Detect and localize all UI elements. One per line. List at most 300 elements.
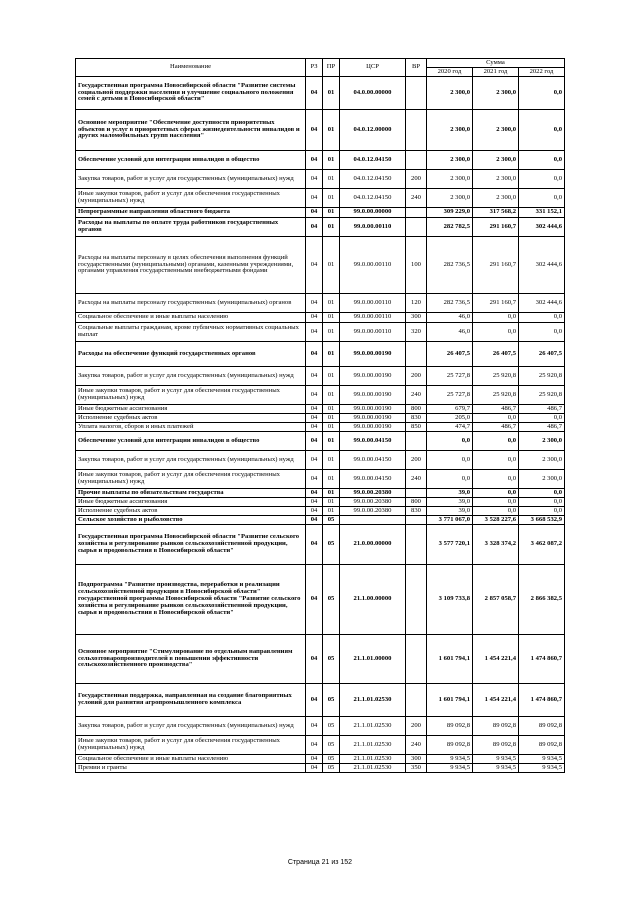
cell-csr: 21.1.01.02530 bbox=[340, 736, 406, 755]
cell-pr: 01 bbox=[323, 405, 340, 414]
cell-rz: 04 bbox=[306, 367, 323, 386]
cell-pr: 01 bbox=[323, 170, 340, 189]
cell-y1: 26 407,5 bbox=[427, 342, 473, 367]
table-row bbox=[76, 423, 565, 432]
cell-name: Закупка товаров, работ и услуг для государственных (муниципальных) нужд bbox=[76, 451, 306, 470]
cell-y1: 1 601 794,1 bbox=[427, 684, 473, 717]
table-row bbox=[76, 470, 565, 489]
cell-y2: 0,0 bbox=[473, 414, 519, 423]
cell-csr: 99.0.00.20380 bbox=[340, 507, 406, 516]
cell-y2: 2 857 058,7 bbox=[473, 565, 519, 635]
cell-y1: 309 229,0 bbox=[427, 208, 473, 218]
cell-pr: 01 bbox=[323, 313, 340, 323]
cell-y3: 9 934,5 bbox=[519, 755, 565, 764]
cell-csr: 99.0.00.00190 bbox=[340, 423, 406, 432]
cell-vr bbox=[406, 110, 427, 151]
cell-vr: 300 bbox=[406, 313, 427, 323]
cell-y1: 205,0 bbox=[427, 414, 473, 423]
cell-y1: 39,0 bbox=[427, 498, 473, 507]
cell-name: Расходы на выплаты по оплате труда работников государственных органов bbox=[76, 218, 306, 237]
cell-y1: 46,0 bbox=[427, 313, 473, 323]
cell-y3: 89 092,8 bbox=[519, 736, 565, 755]
cell-rz: 04 bbox=[306, 507, 323, 516]
cell-csr: 99.0.00.00110 bbox=[340, 323, 406, 342]
cell-pr: 05 bbox=[323, 755, 340, 764]
cell-y3: 0,0 bbox=[519, 170, 565, 189]
cell-y1: 2 300,0 bbox=[427, 77, 473, 110]
cell-pr: 01 bbox=[323, 470, 340, 489]
cell-vr: 240 bbox=[406, 386, 427, 405]
cell-y3: 486,7 bbox=[519, 423, 565, 432]
cell-pr: 01 bbox=[323, 189, 340, 208]
cell-y2: 486,7 bbox=[473, 423, 519, 432]
cell-name: Государственная программа Новосибирской области "Развитие системы социальной поддержки населения и улучшение социального положения семей с детьми в Новосибирской области" bbox=[76, 77, 306, 110]
cell-name: Социальное обеспечение и иные выплаты населению bbox=[76, 313, 306, 323]
cell-y1: 3 771 067,0 bbox=[427, 516, 473, 525]
table-row bbox=[76, 367, 565, 386]
cell-y3: 0,0 bbox=[519, 414, 565, 423]
cell-y2: 89 092,8 bbox=[473, 736, 519, 755]
cell-csr: 04.0.12.04150 bbox=[340, 189, 406, 208]
cell-rz: 04 bbox=[306, 764, 323, 773]
cell-csr: 21.1.01.00000 bbox=[340, 635, 406, 684]
cell-csr: 99.0.00.20380 bbox=[340, 489, 406, 498]
table-row bbox=[76, 313, 565, 323]
cell-vr: 800 bbox=[406, 405, 427, 414]
cell-rz: 04 bbox=[306, 294, 323, 313]
cell-rz: 04 bbox=[306, 151, 323, 170]
cell-name: Прочие выплаты по обязательствам государства bbox=[76, 489, 306, 498]
cell-y1: 2 300,0 bbox=[427, 110, 473, 151]
cell-y1: 474,7 bbox=[427, 423, 473, 432]
cell-y3: 2 300,0 bbox=[519, 432, 565, 451]
cell-y3: 302 444,6 bbox=[519, 218, 565, 237]
cell-y3: 0,0 bbox=[519, 189, 565, 208]
cell-csr bbox=[340, 516, 406, 525]
cell-rz: 04 bbox=[306, 170, 323, 189]
cell-y2: 9 934,5 bbox=[473, 764, 519, 773]
table-row bbox=[76, 237, 565, 294]
cell-y2: 0,0 bbox=[473, 498, 519, 507]
cell-y2: 25 920,8 bbox=[473, 386, 519, 405]
cell-csr: 21.1.01.02530 bbox=[340, 717, 406, 736]
cell-rz: 04 bbox=[306, 189, 323, 208]
cell-pr: 01 bbox=[323, 507, 340, 516]
cell-rz: 04 bbox=[306, 423, 323, 432]
cell-y3: 3 462 087,2 bbox=[519, 525, 565, 565]
cell-y3: 486,7 bbox=[519, 405, 565, 414]
cell-y2: 2 300,0 bbox=[473, 189, 519, 208]
cell-name: Закупка товаров, работ и услуг для государственных (муниципальных) нужд bbox=[76, 170, 306, 189]
cell-rz: 04 bbox=[306, 717, 323, 736]
cell-vr: 830 bbox=[406, 414, 427, 423]
cell-rz: 04 bbox=[306, 565, 323, 635]
cell-y1: 25 727,8 bbox=[427, 386, 473, 405]
cell-rz: 04 bbox=[306, 313, 323, 323]
cell-y3: 2 300,0 bbox=[519, 470, 565, 489]
cell-vr: 830 bbox=[406, 507, 427, 516]
cell-pr: 01 bbox=[323, 77, 340, 110]
cell-pr: 05 bbox=[323, 717, 340, 736]
cell-y3: 302 444,6 bbox=[519, 294, 565, 313]
cell-csr: 99.0.00.00110 bbox=[340, 218, 406, 237]
cell-pr: 01 bbox=[323, 489, 340, 498]
table-row bbox=[76, 189, 565, 208]
cell-pr: 05 bbox=[323, 565, 340, 635]
cell-rz: 04 bbox=[306, 635, 323, 684]
cell-y2: 291 160,7 bbox=[473, 237, 519, 294]
cell-name: Расходы на выплаты персоналу государственных (муниципальных) органов bbox=[76, 294, 306, 313]
cell-csr: 99.0.00.04150 bbox=[340, 451, 406, 470]
cell-y3: 0,0 bbox=[519, 498, 565, 507]
cell-name: Социальное обеспечение и иные выплаты населению bbox=[76, 755, 306, 764]
cell-pr: 05 bbox=[323, 525, 340, 565]
cell-y1: 89 092,8 bbox=[427, 736, 473, 755]
cell-y3: 3 668 532,9 bbox=[519, 516, 565, 525]
cell-y1: 2 300,0 bbox=[427, 151, 473, 170]
table-row bbox=[76, 414, 565, 423]
cell-y3: 0,0 bbox=[519, 77, 565, 110]
table-row bbox=[76, 755, 565, 764]
cell-vr bbox=[406, 516, 427, 525]
cell-csr: 99.0.00.00190 bbox=[340, 414, 406, 423]
cell-vr bbox=[406, 489, 427, 498]
cell-name: Обеспечение условий для интеграции инвалидов в общество bbox=[76, 432, 306, 451]
cell-vr bbox=[406, 635, 427, 684]
cell-y2: 2 300,0 bbox=[473, 151, 519, 170]
cell-rz: 04 bbox=[306, 736, 323, 755]
cell-name: Основное мероприятие "Обеспечение доступности приоритетных объектов и услуг в приоритетных сферах жизнедеятельности инвалидов и других маломобильных групп населения" bbox=[76, 110, 306, 151]
cell-y2: 3 528 227,6 bbox=[473, 516, 519, 525]
cell-rz: 04 bbox=[306, 77, 323, 110]
table-row bbox=[76, 736, 565, 755]
budget-table bbox=[75, 58, 565, 773]
table-row bbox=[76, 323, 565, 342]
cell-csr: 21.1.00.00000 bbox=[340, 565, 406, 635]
table-row bbox=[76, 565, 565, 635]
cell-name: Исполнение судебных актов bbox=[76, 414, 306, 423]
cell-y2: 291 160,7 bbox=[473, 294, 519, 313]
cell-vr bbox=[406, 151, 427, 170]
cell-name: Иные закупки товаров, работ и услуг для обеспечения государственных (муниципальных) нужд bbox=[76, 189, 306, 208]
cell-y2: 1 454 221,4 bbox=[473, 684, 519, 717]
cell-rz: 04 bbox=[306, 516, 323, 525]
cell-y2: 89 092,8 bbox=[473, 717, 519, 736]
table-row bbox=[76, 294, 565, 313]
table-row bbox=[76, 432, 565, 451]
cell-vr: 100 bbox=[406, 237, 427, 294]
cell-pr: 01 bbox=[323, 423, 340, 432]
cell-csr: 04.0.12.04150 bbox=[340, 151, 406, 170]
cell-vr bbox=[406, 218, 427, 237]
cell-csr: 21.1.01.02530 bbox=[340, 755, 406, 764]
cell-name: Иные закупки товаров, работ и услуг для обеспечения государственных (муниципальных) нужд bbox=[76, 470, 306, 489]
cell-vr bbox=[406, 565, 427, 635]
cell-y1: 679,7 bbox=[427, 405, 473, 414]
table-row bbox=[76, 525, 565, 565]
cell-csr: 99.0.00.00190 bbox=[340, 405, 406, 414]
header-rz: РЗ bbox=[306, 59, 323, 77]
table-row bbox=[76, 684, 565, 717]
cell-pr: 01 bbox=[323, 498, 340, 507]
page-number: Страница 21 из 152 bbox=[287, 859, 353, 866]
cell-rz: 04 bbox=[306, 432, 323, 451]
cell-vr bbox=[406, 525, 427, 565]
cell-y1: 282 736,5 bbox=[427, 294, 473, 313]
cell-rz: 04 bbox=[306, 218, 323, 237]
header-pr: ПР bbox=[323, 59, 340, 77]
cell-name: Иные бюджетные ассигнования bbox=[76, 498, 306, 507]
cell-name: Непрограммные направления областного бюджета bbox=[76, 208, 306, 218]
cell-name: Исполнение судебных актов bbox=[76, 507, 306, 516]
table-row bbox=[76, 498, 565, 507]
cell-name: Государственная программа Новосибирской области "Развитие сельского хозяйства и регулирование рынков сельскохозяйственной продукции, сырья и продовольствия в Новосибирской области" bbox=[76, 525, 306, 565]
cell-vr: 200 bbox=[406, 170, 427, 189]
cell-vr: 350 bbox=[406, 764, 427, 773]
cell-rz: 04 bbox=[306, 755, 323, 764]
cell-y3: 0,0 bbox=[519, 313, 565, 323]
cell-vr bbox=[406, 208, 427, 218]
cell-y2: 0,0 bbox=[473, 451, 519, 470]
cell-y1: 0,0 bbox=[427, 470, 473, 489]
cell-pr: 01 bbox=[323, 414, 340, 423]
header-year-2020: 2020 год bbox=[427, 68, 473, 77]
cell-pr: 01 bbox=[323, 323, 340, 342]
cell-name: Иные закупки товаров, работ и услуг для обеспечения государственных (муниципальных) нужд bbox=[76, 386, 306, 405]
cell-y1: 3 109 733,8 bbox=[427, 565, 473, 635]
cell-y1: 0,0 bbox=[427, 451, 473, 470]
cell-name: Закупка товаров, работ и услуг для государственных (муниципальных) нужд bbox=[76, 717, 306, 736]
cell-y1: 9 934,5 bbox=[427, 755, 473, 764]
cell-vr: 200 bbox=[406, 367, 427, 386]
cell-y2: 2 300,0 bbox=[473, 170, 519, 189]
cell-y2: 0,0 bbox=[473, 432, 519, 451]
cell-rz: 04 bbox=[306, 386, 323, 405]
cell-vr bbox=[406, 77, 427, 110]
table-header bbox=[76, 59, 565, 77]
table-row bbox=[76, 635, 565, 684]
cell-csr: 99.0.00.00190 bbox=[340, 386, 406, 405]
cell-pr: 01 bbox=[323, 432, 340, 451]
cell-name: Иные закупки товаров, работ и услуг для обеспечения государственных (муниципальных) нужд bbox=[76, 736, 306, 755]
cell-rz: 04 bbox=[306, 489, 323, 498]
cell-name: Премии и гранты bbox=[76, 764, 306, 773]
cell-csr: 04.0.12.00000 bbox=[340, 110, 406, 151]
cell-rz: 04 bbox=[306, 451, 323, 470]
cell-rz: 04 bbox=[306, 498, 323, 507]
header-sum: Сумма bbox=[427, 59, 565, 68]
cell-y3: 26 407,5 bbox=[519, 342, 565, 367]
table-row bbox=[76, 110, 565, 151]
cell-rz: 04 bbox=[306, 525, 323, 565]
cell-pr: 01 bbox=[323, 237, 340, 294]
cell-vr bbox=[406, 432, 427, 451]
cell-y1: 282 782,5 bbox=[427, 218, 473, 237]
cell-csr: 99.0.00.00110 bbox=[340, 237, 406, 294]
cell-y3: 1 474 860,7 bbox=[519, 635, 565, 684]
cell-y3: 331 152,1 bbox=[519, 208, 565, 218]
cell-csr: 99.0.00.00110 bbox=[340, 294, 406, 313]
cell-rz: 04 bbox=[306, 110, 323, 151]
table-row bbox=[76, 342, 565, 367]
table-row bbox=[76, 170, 565, 189]
cell-name: Подпрограмма "Развитие производства, переработки и реализации сельскохозяйственной продукции в Новосибирской области" государственной программы Новосибирской области "Развитие сельского хозяйства и регулирование рынков сельскохозяйственной продукции, сырья и продовольствия в Новосибирской области" bbox=[76, 565, 306, 635]
cell-pr: 01 bbox=[323, 208, 340, 218]
table-row bbox=[76, 218, 565, 237]
table-row bbox=[76, 507, 565, 516]
cell-y2: 486,7 bbox=[473, 405, 519, 414]
cell-y3: 0,0 bbox=[519, 151, 565, 170]
table-row bbox=[76, 516, 565, 525]
cell-y2: 9 934,5 bbox=[473, 755, 519, 764]
cell-csr: 21.1.01.02530 bbox=[340, 764, 406, 773]
cell-vr: 300 bbox=[406, 755, 427, 764]
cell-csr: 99.0.00.00190 bbox=[340, 367, 406, 386]
cell-rz: 04 bbox=[306, 684, 323, 717]
cell-rz: 04 bbox=[306, 237, 323, 294]
table-row bbox=[76, 77, 565, 110]
cell-y1: 9 934,5 bbox=[427, 764, 473, 773]
cell-vr: 120 bbox=[406, 294, 427, 313]
cell-csr: 99.0.00.00190 bbox=[340, 342, 406, 367]
cell-csr: 21.0.00.00000 bbox=[340, 525, 406, 565]
cell-name: Закупка товаров, работ и услуг для государственных (муниципальных) нужд bbox=[76, 367, 306, 386]
cell-vr: 850 bbox=[406, 423, 427, 432]
cell-y2: 25 920,8 bbox=[473, 367, 519, 386]
cell-pr: 05 bbox=[323, 764, 340, 773]
cell-y2: 317 568,2 bbox=[473, 208, 519, 218]
cell-pr: 01 bbox=[323, 367, 340, 386]
cell-y1: 46,0 bbox=[427, 323, 473, 342]
cell-y1: 2 300,0 bbox=[427, 170, 473, 189]
table-row bbox=[76, 208, 565, 218]
cell-csr: 04.0.00.00000 bbox=[340, 77, 406, 110]
cell-csr: 21.1.01.02530 bbox=[340, 684, 406, 717]
cell-y3: 25 920,8 bbox=[519, 367, 565, 386]
cell-y3: 2 300,0 bbox=[519, 451, 565, 470]
cell-pr: 01 bbox=[323, 342, 340, 367]
cell-y2: 291 160,7 bbox=[473, 218, 519, 237]
cell-vr: 200 bbox=[406, 717, 427, 736]
cell-y2: 0,0 bbox=[473, 489, 519, 498]
cell-y1: 0,0 bbox=[427, 432, 473, 451]
table-row bbox=[76, 386, 565, 405]
header-vr: ВР bbox=[406, 59, 427, 77]
cell-y3: 9 934,5 bbox=[519, 764, 565, 773]
cell-rz: 04 bbox=[306, 342, 323, 367]
cell-y2: 2 300,0 bbox=[473, 77, 519, 110]
cell-vr: 320 bbox=[406, 323, 427, 342]
cell-y1: 282 736,5 bbox=[427, 237, 473, 294]
cell-pr: 01 bbox=[323, 151, 340, 170]
cell-csr: 99.0.00.00110 bbox=[340, 313, 406, 323]
cell-pr: 01 bbox=[323, 294, 340, 313]
cell-y2: 0,0 bbox=[473, 323, 519, 342]
cell-vr: 800 bbox=[406, 498, 427, 507]
cell-vr bbox=[406, 342, 427, 367]
cell-csr: 99.0.00.04150 bbox=[340, 432, 406, 451]
cell-y3: 0,0 bbox=[519, 323, 565, 342]
cell-name: Расходы на обеспечение функций государственных органов bbox=[76, 342, 306, 367]
table-row bbox=[76, 405, 565, 414]
table-row bbox=[76, 151, 565, 170]
cell-name: Иные бюджетные ассигнования bbox=[76, 405, 306, 414]
cell-pr: 01 bbox=[323, 386, 340, 405]
table-row bbox=[76, 489, 565, 498]
cell-y3: 302 444,6 bbox=[519, 237, 565, 294]
cell-y3: 1 474 860,7 bbox=[519, 684, 565, 717]
cell-vr: 240 bbox=[406, 736, 427, 755]
cell-name: Социальные выплаты гражданам, кроме публичных нормативных социальных выплат bbox=[76, 323, 306, 342]
cell-csr: 99.0.00.20380 bbox=[340, 498, 406, 507]
cell-y1: 2 300,0 bbox=[427, 189, 473, 208]
cell-vr bbox=[406, 684, 427, 717]
cell-y1: 39,0 bbox=[427, 507, 473, 516]
cell-rz: 04 bbox=[306, 414, 323, 423]
cell-name: Уплата налогов, сборов и иных платежей bbox=[76, 423, 306, 432]
cell-name: Обеспечение условий для интеграции инвалидов в общество bbox=[76, 151, 306, 170]
cell-y3: 2 866 382,5 bbox=[519, 565, 565, 635]
cell-pr: 05 bbox=[323, 736, 340, 755]
header-csr: ЦСР bbox=[340, 59, 406, 77]
cell-name: Сельское хозяйство и рыболовство bbox=[76, 516, 306, 525]
cell-csr: 99.0.00.04150 bbox=[340, 470, 406, 489]
cell-y2: 0,0 bbox=[473, 313, 519, 323]
table-row bbox=[76, 717, 565, 736]
cell-y2: 1 454 221,4 bbox=[473, 635, 519, 684]
cell-rz: 04 bbox=[306, 208, 323, 218]
cell-pr: 01 bbox=[323, 451, 340, 470]
cell-pr: 05 bbox=[323, 635, 340, 684]
cell-y3: 25 920,8 bbox=[519, 386, 565, 405]
cell-y3: 0,0 bbox=[519, 489, 565, 498]
cell-y2: 3 328 374,2 bbox=[473, 525, 519, 565]
cell-name: Расходы на выплаты персоналу в целях обеспечения выполнения функций государственными (муниципальными) органами, казенными учреждениями, органами управления государственными внебюджетными фондами bbox=[76, 237, 306, 294]
cell-y2: 0,0 bbox=[473, 470, 519, 489]
cell-y2: 2 300,0 bbox=[473, 110, 519, 151]
cell-y1: 25 727,8 bbox=[427, 367, 473, 386]
table-body bbox=[76, 77, 565, 773]
cell-pr: 01 bbox=[323, 218, 340, 237]
cell-y3: 0,0 bbox=[519, 110, 565, 151]
table-row bbox=[76, 451, 565, 470]
table-row bbox=[76, 764, 565, 773]
cell-y1: 89 092,8 bbox=[427, 717, 473, 736]
cell-pr: 05 bbox=[323, 516, 340, 525]
cell-rz: 04 bbox=[306, 470, 323, 489]
cell-y1: 3 577 720,1 bbox=[427, 525, 473, 565]
cell-name: Основное мероприятие "Стимулирование по отдельным направлениям сельхозтоваропроизводителей в повышении эффективности сельскохозяйственного производства" bbox=[76, 635, 306, 684]
cell-vr: 240 bbox=[406, 189, 427, 208]
cell-csr: 04.0.12.04150 bbox=[340, 170, 406, 189]
cell-vr: 240 bbox=[406, 470, 427, 489]
cell-rz: 04 bbox=[306, 405, 323, 414]
header-name: Наименование bbox=[76, 59, 306, 77]
cell-y1: 1 601 794,1 bbox=[427, 635, 473, 684]
cell-y3: 89 092,8 bbox=[519, 717, 565, 736]
cell-pr: 05 bbox=[323, 684, 340, 717]
cell-rz: 04 bbox=[306, 323, 323, 342]
cell-name: Государственная поддержка, направленная на создание благоприятных условий для развития агропромышленного комплекса bbox=[76, 684, 306, 717]
cell-y3: 0,0 bbox=[519, 507, 565, 516]
cell-vr: 200 bbox=[406, 451, 427, 470]
header-year-2021: 2021 год bbox=[473, 68, 519, 77]
cell-y2: 26 407,5 bbox=[473, 342, 519, 367]
cell-pr: 01 bbox=[323, 110, 340, 151]
header-year-2022: 2022 год bbox=[519, 68, 565, 77]
cell-y1: 39,0 bbox=[427, 489, 473, 498]
cell-csr: 99.0.00.00000 bbox=[340, 208, 406, 218]
